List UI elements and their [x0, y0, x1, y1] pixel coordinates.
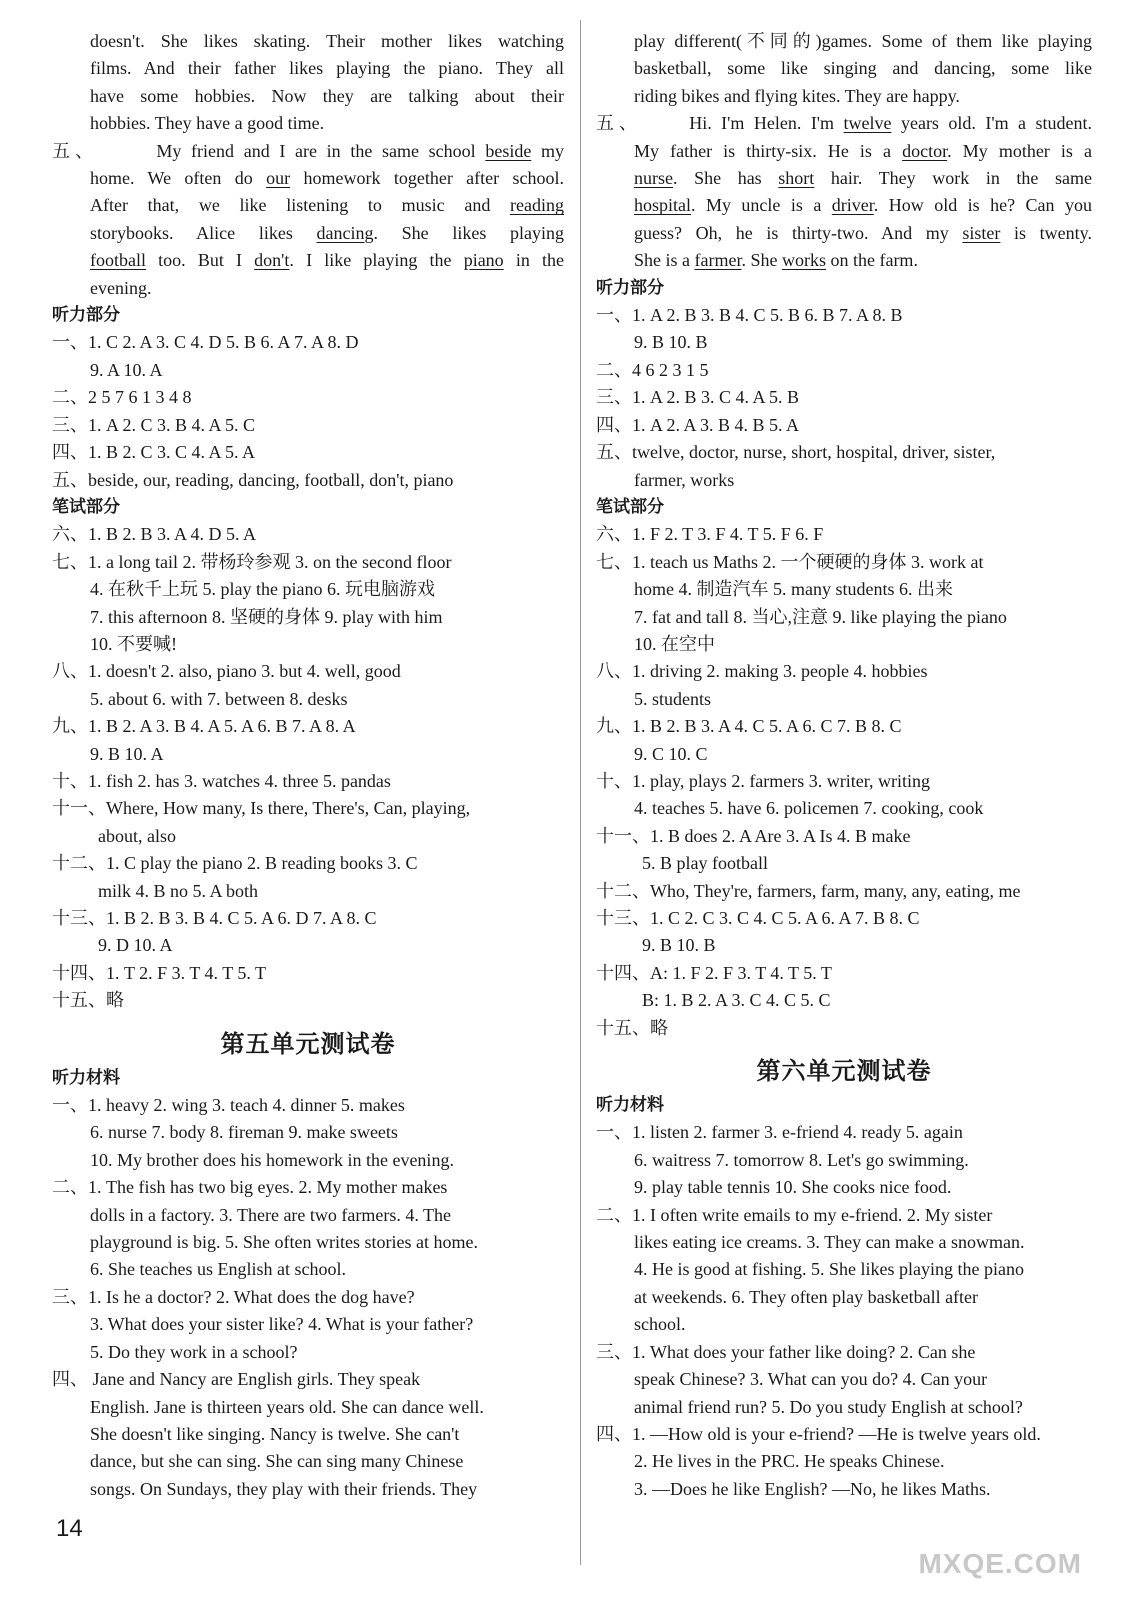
left-answer-lines [52, 302, 564, 1503]
section-heading: 听力材料 [52, 1067, 120, 1088]
answer-line: 九、1. B 2. A 3. B 4. A 5. A 6. B 7. A 8. A [52, 716, 356, 737]
text-span: storybooks. Alice likes [90, 222, 317, 243]
section-heading: 笔试部分 [596, 496, 664, 517]
answer-word: nurse [634, 168, 673, 189]
answer-line: 二、4 6 2 3 1 5 [596, 359, 709, 380]
answer-line: 三、1. A 2. B 3. C 4. A 5. B [596, 387, 800, 408]
text-span: . She likes playing [373, 222, 564, 243]
answer-word: works [781, 250, 826, 271]
text-span: guess? Oh, he is thirty-two. And my [634, 222, 963, 243]
text-span: . She has [673, 168, 779, 189]
answer-line: 5. B play football [642, 853, 768, 874]
text-span: home. We often do [90, 168, 267, 189]
answer-line: 十四、1. T 2. F 3. T 4. T 5. T [52, 962, 267, 983]
answer-line: 十一、Where, How many, Is there, There's, Can, playing, [52, 798, 471, 819]
text-line: basketball, some like singing and dancing, some like [634, 58, 1092, 79]
text-span: my [531, 140, 564, 161]
answer-line: 三、1. What does your father like doing? 2. Can she [596, 1341, 976, 1362]
answer-line: 9. play table tennis 10. She cooks nice food. [634, 1177, 952, 1198]
answer-line: 一、1. heavy 2. wing 3. teach 4. dinner 5. makes [52, 1095, 405, 1116]
answer-line: playground is big. 5. She often writes stories at home. [90, 1232, 478, 1253]
answer-line: B: 1. B 2. A 3. C 4. C 5. C [642, 990, 831, 1011]
text-line [596, 247, 1092, 274]
text-span: Hi. I'm Helen. I'm [689, 113, 844, 134]
answer-word: doctor [902, 140, 948, 161]
text-line [52, 220, 564, 247]
text-line [52, 138, 564, 165]
text-line [596, 110, 1092, 137]
answer-line: 一、1. A 2. B 3. B 4. C 5. B 6. B 7. A 8. B [596, 305, 903, 326]
answer-line: 3. —Does he like English? —No, he likes Maths. [634, 1478, 991, 1499]
answer-line: 9. C 10. C [634, 743, 708, 764]
answer-line: English. Jane is thirteen years old. She can dance well. [90, 1396, 484, 1417]
section-heading: 听力材料 [596, 1095, 664, 1116]
answer-word: beside [485, 140, 532, 161]
answer-line: 四、 Jane and Nancy are English girls. They speak [52, 1369, 421, 1390]
answer-line: 10. 在空中 [634, 633, 715, 654]
answer-line: 四、1. B 2. C 3. C 4. A 5. A [52, 442, 256, 463]
answer-line: 十五、略 [52, 990, 124, 1011]
answer-line: 4. teaches 5. have 6. policemen 7. cooking, cook [634, 798, 984, 819]
answer-line: 7. this afternoon 8. 坚硬的身体 9. play with him [90, 606, 443, 627]
right-intro [596, 28, 1092, 110]
text-line: evening. [90, 277, 152, 298]
answer-line: 9. D 10. A [98, 935, 173, 956]
answer-line: 七、1. teach us Maths 2. 一个硬硬的身体 3. work at [596, 551, 984, 572]
answer-line: 四、1. —How old is your e-friend? —He is twelve years old. [596, 1423, 1041, 1444]
text-line [52, 165, 564, 192]
answer-line: 十二、Who, They're, farmers, farm, many, any, eating, me [596, 880, 1021, 901]
answer-word: football [90, 250, 146, 271]
answer-word: our [266, 168, 291, 189]
answer-line: She doesn't like singing. Nancy is twelve. She can't [90, 1423, 460, 1444]
text-line [52, 247, 564, 274]
text-line: doesn't. She likes skating. Their mother likes watching [90, 31, 564, 51]
answer-line: 二、1. The fish has two big eyes. 2. My mother makes [52, 1177, 448, 1198]
text-span: She is a [634, 250, 695, 271]
answer-line: 七、1. a long tail 2. 带杨玲参观 3. on the second floor [52, 551, 452, 572]
text-span: in the [503, 250, 564, 271]
answer-word: reading [510, 195, 564, 216]
text-line [596, 138, 1092, 165]
answer-line: likes eating ice creams. 3. They can make a snowman. [634, 1232, 1025, 1253]
answer-line: 四、1. A 2. A 3. B 4. B 5. A [596, 414, 800, 435]
answer-line: 5. about 6. with 7. between 8. desks [90, 688, 348, 709]
answer-line: 十五、略 [596, 1017, 668, 1038]
left-intro [52, 28, 564, 138]
left-column [52, 28, 564, 1503]
answer-line: 十一、1. B does 2. A Are 3. A Is 4. B make [596, 825, 911, 846]
answer-line: 6. She teaches us English at school. [90, 1259, 346, 1280]
answer-line: 二、2 5 7 6 1 3 4 8 [52, 387, 192, 408]
text-line: play different(不同的)games. Some of them like playing [634, 31, 1092, 51]
answer-line: 十、1. fish 2. has 3. watches 4. three 5. pandas [52, 770, 391, 791]
answer-word: dancing [316, 222, 374, 243]
text-span: . My mother is a [947, 140, 1092, 161]
answer-word: piano [463, 250, 504, 271]
answer-line: 一、1. listen 2. farmer 3. e-friend 4. ready 5. again [596, 1122, 963, 1143]
answer-line: songs. On Sundays, they play with their friends. They [90, 1478, 478, 1499]
text-line: riding bikes and flying kites. They are happy. [634, 85, 960, 106]
right-answer-lines [596, 275, 1092, 1503]
text-line [596, 220, 1092, 247]
section-number: 五、 [52, 140, 99, 161]
answer-word: driver [831, 195, 874, 216]
text-span: too. But I [146, 250, 255, 271]
answer-line: 三、1. Is he a doctor? 2. What does the dog have? [52, 1286, 415, 1307]
section-heading: 笔试部分 [52, 496, 120, 517]
answer-word: short [778, 168, 815, 189]
answer-line: 六、1. B 2. B 3. A 4. D 5. A [52, 524, 257, 545]
answer-line: 八、1. driving 2. making 3. people 4. hobbies [596, 661, 928, 682]
answer-line: 十三、1. B 2. B 3. B 4. C 5. A 6. D 7. A 8. C [52, 908, 377, 928]
answer-line: 10. My brother does his homework in the evening. [90, 1149, 454, 1170]
text-span: . My uncle is a [691, 195, 832, 216]
text-line: films. And their father likes playing the piano. They all [90, 58, 564, 79]
answer-line: 十、1. play, plays 2. farmers 3. writer, writing [596, 770, 931, 791]
answer-line: 三、1. A 2. C 3. B 4. A 5. C [52, 414, 256, 435]
column-divider [580, 20, 581, 1565]
answer-line: 八、1. doesn't 2. also, piano 3. but 4. well, good [52, 661, 401, 682]
answer-line: speak Chinese? 3. What can you do? 4. Can your [634, 1369, 988, 1390]
answer-line: school. [634, 1314, 686, 1335]
section-heading: 听力部分 [596, 277, 664, 298]
answer-line: 十四、A: 1. F 2. F 3. T 4. T 5. T [596, 962, 832, 983]
left-cloze-passage [52, 138, 564, 302]
text-span: . I like playing the [289, 250, 464, 271]
answer-line: 9. A 10. A [90, 359, 163, 380]
answer-line: 7. fat and tall 8. 当心,注意 9. like playing the piano [634, 606, 1007, 627]
text-span: . She [741, 250, 782, 271]
right-column [596, 28, 1092, 1503]
text-span: on the farm. [825, 250, 918, 271]
text-line [596, 165, 1092, 192]
text-line [52, 192, 564, 219]
answer-line: dolls in a factory. 3. There are two farmers. 4. The [90, 1204, 452, 1225]
answer-line: 5. students [634, 688, 712, 709]
text-span: is twenty. [1000, 222, 1092, 243]
section-heading: 听力部分 [52, 305, 120, 326]
answer-line: 2. He lives in the PRC. He speaks Chinese. [634, 1451, 945, 1472]
answer-line: farmer, works [634, 469, 735, 490]
answer-line: 6. waitress 7. tomorrow 8. Let's go swimming. [634, 1149, 969, 1170]
answer-line: 5. Do they work in a school? [90, 1341, 298, 1362]
answer-word: twelve [843, 113, 892, 134]
answer-line: dance, but she can sing. She can sing many Chinese [90, 1451, 464, 1472]
answer-word: sister [962, 222, 1001, 243]
answer-line: 3. What does your sister like? 4. What is your father? [90, 1314, 474, 1335]
answer-line: animal friend run? 5. Do you study English at school? [634, 1396, 1023, 1417]
answer-line: 10. 不要喊! [90, 633, 177, 654]
answer-line: 4. He is good at fishing. 5. She likes playing the piano [634, 1259, 1024, 1280]
text-span: hair. They work in the same [814, 168, 1092, 189]
unit-title: 第六单元测试卷 [756, 1057, 932, 1086]
text-span: years old. I'm a student. [891, 113, 1092, 134]
section-number: 五、 [596, 113, 642, 134]
answer-line: 十二、1. C play the piano 2. B reading books 3. C [52, 853, 418, 874]
text-span: homework together after school. [290, 168, 565, 189]
answer-line: 五、twelve, doctor, nurse, short, hospital, driver, sister, [596, 442, 996, 463]
answer-line: 4. 在秋千上玩 5. play the piano 6. 玩电脑游戏 [90, 579, 435, 600]
answer-line: 十三、1. C 2. C 3. C 4. C 5. A 6. A 7. B 8. C [596, 908, 920, 928]
answer-line: home 4. 制造汽车 5. many students 6. 出来 [634, 579, 953, 600]
answer-word: farmer [694, 250, 742, 271]
answer-line: 6. nurse 7. body 8. fireman 9. make sweets [90, 1122, 398, 1143]
watermark: MXQE.COM [918, 1548, 1082, 1579]
text-line [596, 192, 1092, 219]
answer-word: don't [254, 250, 290, 271]
answer-line: 六、1. F 2. T 3. F 4. T 5. F 6. F [596, 524, 824, 545]
text-span: . How old is he? Can you [873, 195, 1093, 216]
answer-line: 9. B 10. B [634, 332, 708, 353]
text-span: My father is thirty-six. He is a [634, 140, 903, 161]
page-number: 14 [56, 1515, 83, 1542]
answer-line: 二、1. I often write emails to my e-friend. 2. My sister [596, 1204, 993, 1225]
text-span: My friend and I are in the same school [156, 140, 486, 161]
answer-line: 9. B 10. A [90, 743, 164, 764]
text-line: hobbies. They have a good time. [90, 113, 325, 134]
unit-title: 第五单元测试卷 [220, 1029, 396, 1058]
answer-line: milk 4. B no 5. A both [98, 880, 259, 901]
answer-line: 9. B 10. B [642, 935, 716, 956]
answer-line: 九、1. B 2. B 3. A 4. C 5. A 6. C 7. B 8. C [596, 716, 902, 737]
answer-word: hospital [634, 195, 691, 216]
text-line: have some hobbies. Now they are talking about their [90, 85, 564, 106]
answer-line: 一、1. C 2. A 3. C 4. D 5. B 6. A 7. A 8. D [52, 332, 359, 353]
answer-line: about, also [98, 825, 176, 846]
answer-line: at weekends. 6. They often play basketball after [634, 1286, 979, 1307]
right-cloze-passage [596, 110, 1092, 274]
text-span: After that, we like listening to music and [90, 195, 511, 216]
answer-line: 五、beside, our, reading, dancing, football, don't, piano [52, 469, 454, 490]
